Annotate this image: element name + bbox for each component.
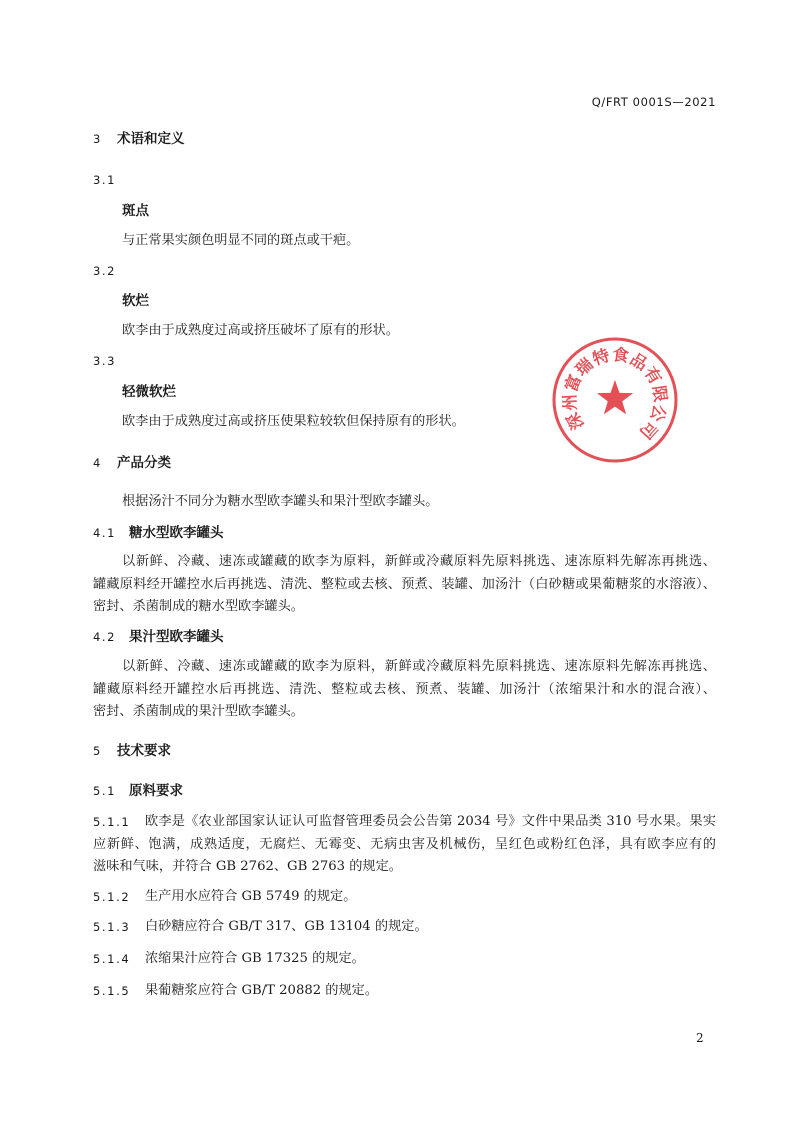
paragraph-line: 密封、杀菌制成的糖水型欧李罐头。 (93, 599, 304, 614)
subsection-title: 果汁型欧李罐头 (129, 629, 224, 645)
term-number-text: 3.2 (93, 264, 117, 278)
term-definition: 与正常果实颜色明显不同的斑点或干疤。 (122, 233, 360, 248)
paragraph-line: 罐藏原料经开罐控水后再挑选、清洗、整粒或去核、预煮、装罐、加汤汁（浓缩果汁和水的混合液）、 (93, 682, 716, 697)
clause (93, 981, 378, 1001)
clause-number-text: 5.1.4 (93, 952, 131, 966)
clause-number (93, 812, 130, 832)
clause-line: 滋味和气味，并符合 GB 2762、GB 2763 的规定。 (93, 859, 402, 874)
seal-char: 有 (640, 363, 666, 388)
subsection-title: 原料要求 (129, 783, 183, 799)
term-number (93, 261, 116, 281)
clause-number-text: 5.1.1 (93, 815, 131, 829)
clause-number-text: 5.1.2 (93, 890, 131, 904)
clause (93, 949, 365, 969)
term-name: 轻微软烂 (122, 384, 176, 400)
seal-char: 品 (626, 349, 651, 375)
clause-number-text: 5.1.5 (93, 984, 131, 998)
section-number: 3 (93, 132, 102, 146)
paragraph-line: 罐藏原料经开罐控水后再挑选、清洗、整粒或去核、预煮、装罐、加汤汁（白砂糖或果葡糖浆的水溶液）、 (93, 577, 716, 592)
term-number (93, 170, 116, 190)
seal-char: 深 (563, 409, 588, 433)
seal-char: 州 (560, 393, 580, 412)
seal-char: 瑞 (571, 354, 597, 380)
paragraph-line: 以新鲜、冷藏、速冻或罐藏的欧李为原料，新鲜或冷藏原料先原料挑选、速冻原料先解冻再挑选、 (122, 659, 716, 674)
section-title: 术语和定义 (117, 131, 185, 147)
clause-line: 欧李是《农业部国家认证认可监督管理委员会公告第 2034 号》文件中果品类 310 号水果。果实 (145, 814, 716, 829)
term-name: 斑点 (122, 203, 149, 219)
subsection-title: 糖水型欧李罐头 (129, 525, 224, 541)
section-number: 5 (93, 744, 102, 758)
section-title: 产品分类 (117, 455, 171, 471)
clause-line: 浓缩果汁应符合 GB 17325 的规定。 (145, 951, 365, 966)
section-number: 4 (93, 456, 102, 470)
clause-line: 应新鲜、饱满，成熟适度，无腐烂、无霉变、无病虫害及机械伤，呈红色或粉红色泽，具有欧李应有的 (93, 837, 716, 852)
term-definition: 欧李由于成熟度过高或挤压破坏了原有的形状。 (122, 323, 399, 338)
clause-line: 果葡糖浆应符合 GB/T 20882 的规定。 (145, 983, 379, 998)
term-number-text: 3.1 (93, 173, 117, 187)
section-heading (93, 453, 171, 473)
subsection-number: 4.1 (93, 526, 117, 540)
seal-char: 限 (649, 384, 671, 404)
term-number (93, 351, 116, 371)
subsection-heading (93, 781, 183, 801)
paragraph-line: 密封、杀菌制成的果汁型欧李罐头。 (93, 704, 304, 719)
paragraph-line: 以新鲜、冷藏、速冻或罐藏的欧李为原料，新鲜或冷藏原料先原料挑选、速冻原料先解冻再挑选、 (122, 554, 716, 569)
subsection-heading (93, 627, 224, 647)
seal-char: 司 (635, 417, 662, 443)
section-title: 技术要求 (117, 743, 171, 759)
subsection-number: 5.1 (93, 784, 117, 798)
clause (93, 917, 428, 937)
seal-char: 特 (590, 345, 612, 369)
seal-char: 公 (646, 402, 670, 424)
term-number-text: 3.3 (93, 354, 117, 368)
clause-line: 白砂糖应符合 GB/T 317、GB 13104 的规定。 (145, 919, 428, 934)
clause-line: 生产用水应符合 GB 5749 的规定。 (145, 889, 357, 904)
star-icon (597, 380, 633, 414)
section-heading (93, 741, 171, 761)
seal-char: 食 (611, 344, 630, 366)
clause-number-text: 5.1.3 (93, 920, 131, 934)
clause (93, 887, 356, 907)
company-seal (549, 334, 681, 466)
section-intro: 根据汤汁不同分为糖水型欧李罐头和果汁型欧李罐头。 (122, 494, 439, 509)
page-number: 2 (696, 1031, 704, 1045)
seal-char: 富 (561, 371, 586, 395)
subsection-heading (93, 523, 224, 543)
subsection-number: 4.2 (93, 630, 117, 644)
section-heading (93, 129, 185, 149)
document-code: Q/FRT 0001S—2021 (591, 95, 716, 109)
term-definition: 欧李由于成熟度过高或挤压使果粒较软但保持原有的形状。 (122, 414, 465, 429)
term-name: 软烂 (122, 293, 149, 309)
